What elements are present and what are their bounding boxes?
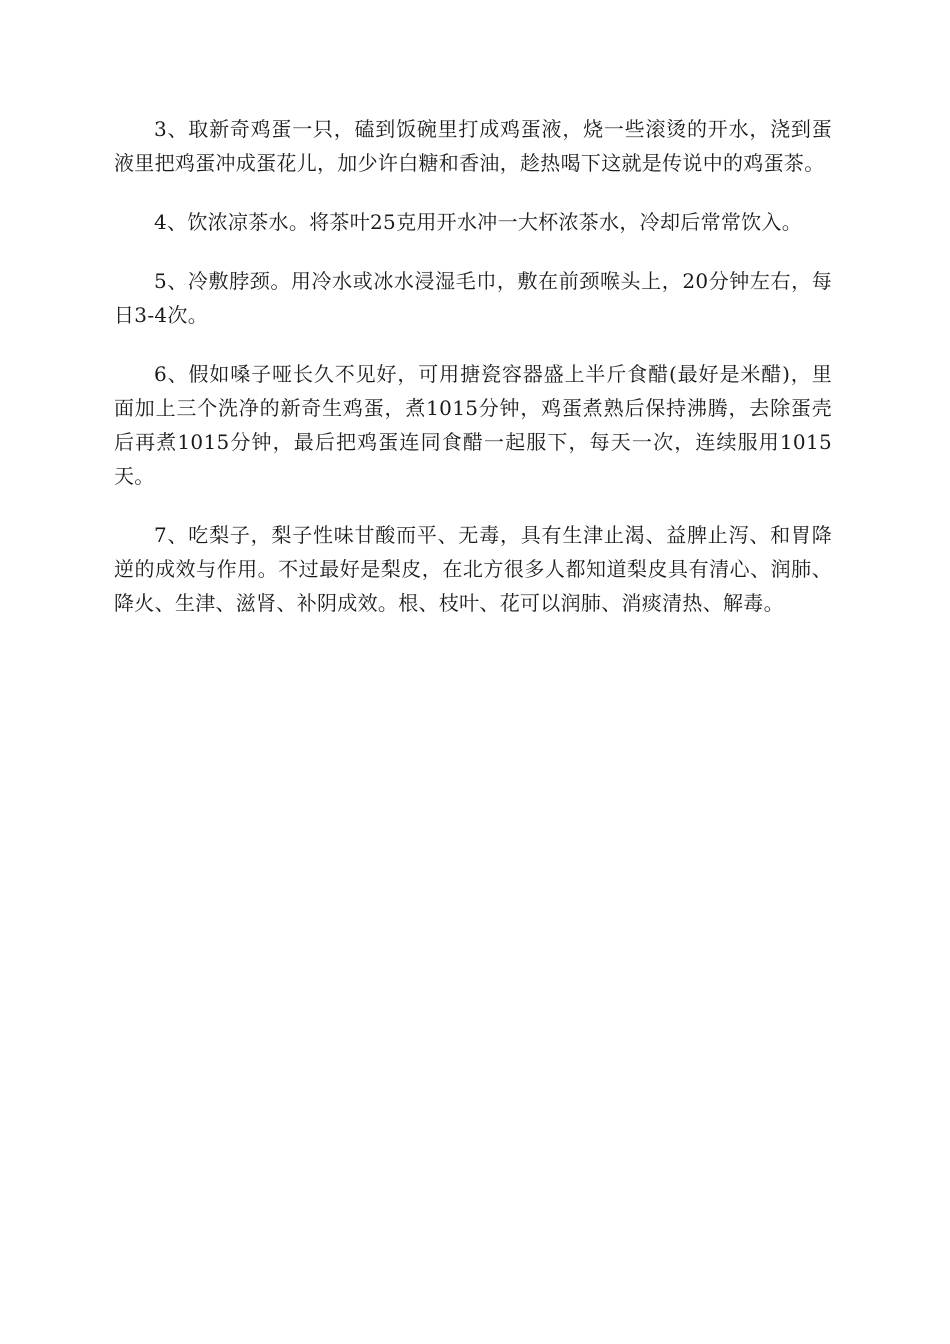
paragraph-item-4: 4、饮浓凉茶水。将茶叶25克用开水冲一大杯浓茶水，冷却后常常饮入。 <box>154 210 803 234</box>
paragraph-item-6: 6、假如嗓子哑长久不见好，可用搪瓷容器盛上半斤食醋(最好是米醋)，里面加上三个洗净的新奇生鸡蛋，煮1015分钟，鸡蛋煮熟后保持沸腾，去除蛋壳后再煮1015分钟，最后把鸡蛋连同食醋一起服下，每天一次，连续服用1015天。 <box>114 362 832 488</box>
paragraph-item-3: 3、取新奇鸡蛋一只，磕到饭碗里打成鸡蛋液，烧一些滚烫的开水，浇到蛋液里把鸡蛋冲成蛋花儿，加少许白糖和香油，趁热喝下这就是传说中的鸡蛋茶。 <box>114 117 832 175</box>
paragraph-item-5: 5、冷敷脖颈。用冷水或冰水浸湿毛巾，敷在前颈喉头上，20分钟左右，每日3-4次。 <box>114 269 832 327</box>
paragraph-item-7: 7、吃梨子，梨子性味甘酸而平、无毒，具有生津止渴、益脾止泻、和胃降逆的成效与作用。不过最好是梨皮，在北方很多人都知道梨皮具有清心、润肺、降火、生津、滋肾、补阴成效。根、枝叶、花可以润肺、消痰清热、解毒。 <box>114 523 832 615</box>
